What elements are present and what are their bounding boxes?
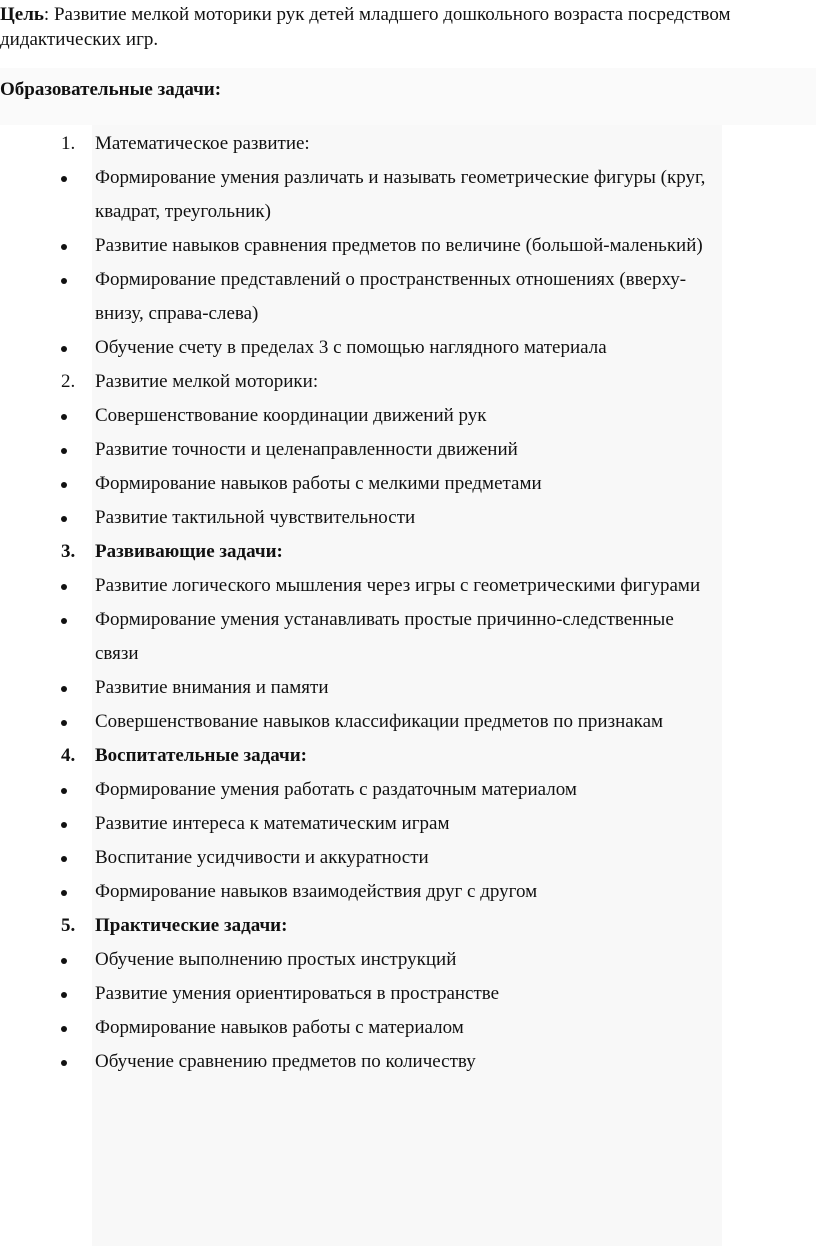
bullet-item [0,1045,715,1079]
list-item-text: Совершенствование навыков классификации предметов по признакам [95,711,664,732]
bullet-icon [61,856,67,862]
numbered-item [0,127,715,161]
bullet-icon [61,1026,67,1032]
list-item-text: Воспитательные задачи: [95,745,307,766]
bullet-item [0,229,715,263]
list-item-text: Формирование умения различать и называть геометрические фигуры (круг, квадрат, треугольник) [95,167,706,222]
list-number: 4. [61,745,76,766]
list-number: 2. [61,371,76,392]
bullet-item [0,161,715,229]
list-item-text: Формирование представлений о пространственных отношениях (вверху-внизу, справа-слева) [95,269,687,324]
task-list [0,127,816,1079]
list-item-text: Развитие точности и целенаправленности движений [95,439,518,460]
bullet-item [0,467,715,501]
numbered-item [0,739,715,773]
bullet-item [0,331,715,365]
list-item-text: Формирование навыков взаимодействия друг с другом [95,881,538,902]
bullet-icon [61,244,67,250]
bullet-icon [61,584,67,590]
bullet-item [0,807,715,841]
list-item-text: Формирование навыков работы с материалом [95,1017,464,1038]
bullet-item [0,841,715,875]
list-item-text: Развитие навыков сравнения предметов по величине (большой-маленький) [95,235,703,256]
bullet-item [0,977,715,1011]
bullet-icon [61,482,67,488]
bullet-icon [61,720,67,726]
goal-label: Цель [0,4,44,25]
bullet-item [0,263,715,331]
bullet-item [0,1011,715,1045]
bullet-icon [61,1060,67,1066]
bullet-item [0,773,715,807]
bullet-icon [61,788,67,794]
bullet-icon [61,822,67,828]
bullet-icon [61,516,67,522]
list-item-text: Формирование навыков работы с мелкими предметами [95,473,542,494]
bullet-icon [61,992,67,998]
bullet-icon [61,890,67,896]
bullet-icon [61,958,67,964]
bullet-item [0,603,715,671]
list-item-text: Развивающие задачи: [95,541,283,562]
list-item-text: Совершенствование координации движений рук [95,405,487,426]
bullet-item [0,399,715,433]
bullet-item [0,705,715,739]
list-number: 5. [61,915,76,936]
numbered-item [0,365,715,399]
list-item-text: Практические задачи: [95,915,288,936]
bullet-item [0,501,715,535]
section-title: Образовательные задачи: [0,79,222,100]
bullet-item [0,943,715,977]
numbered-item [0,535,715,569]
list-item-text: Формирование умения работать с раздаточным материалом [95,779,577,800]
bullet-icon [61,448,67,454]
list-item-text: Воспитание усидчивости и аккуратности [95,847,429,868]
bullet-item [0,671,715,705]
list-item-text: Обучение выполнению простых инструкций [95,949,457,970]
bullet-icon [61,346,67,352]
bullet-item [0,569,715,603]
list-item-text: Развитие тактильной чувствительности [95,507,416,528]
list-number: 1. [61,133,76,154]
list-item-text: Обучение сравнению предметов по количеству [95,1051,476,1072]
list-item-text: Математическое развитие: [95,133,310,154]
goal-text: : Развитие мелкой моторики рук детей младшего дошкольного возраста посредством дидактических игр. [0,4,731,50]
numbered-item [0,909,715,943]
bullet-icon [61,686,67,692]
bullet-icon [61,414,67,420]
bullet-item [0,875,715,909]
list-item-text: Развитие умения ориентироваться в пространстве [95,983,500,1004]
goal-paragraph [0,2,816,52]
bullet-icon [61,176,67,182]
list-item-text: Обучение счету в пределах 3 с помощью наглядного материала [95,337,607,358]
list-item-text: Развитие интереса к математическим играм [95,813,450,834]
bullet-icon [61,618,67,624]
list-item-text: Развитие логического мышления через игры с геометрическими фигурами [95,575,701,596]
bullet-item [0,433,715,467]
list-item-text: Развитие внимания и памяти [95,677,329,698]
list-number: 3. [61,541,76,562]
list-item-text: Формирование умения устанавливать простые причинно-следственные связи [95,609,674,664]
list-item-text: Развитие мелкой моторики: [95,371,319,392]
bullet-icon [61,278,67,284]
